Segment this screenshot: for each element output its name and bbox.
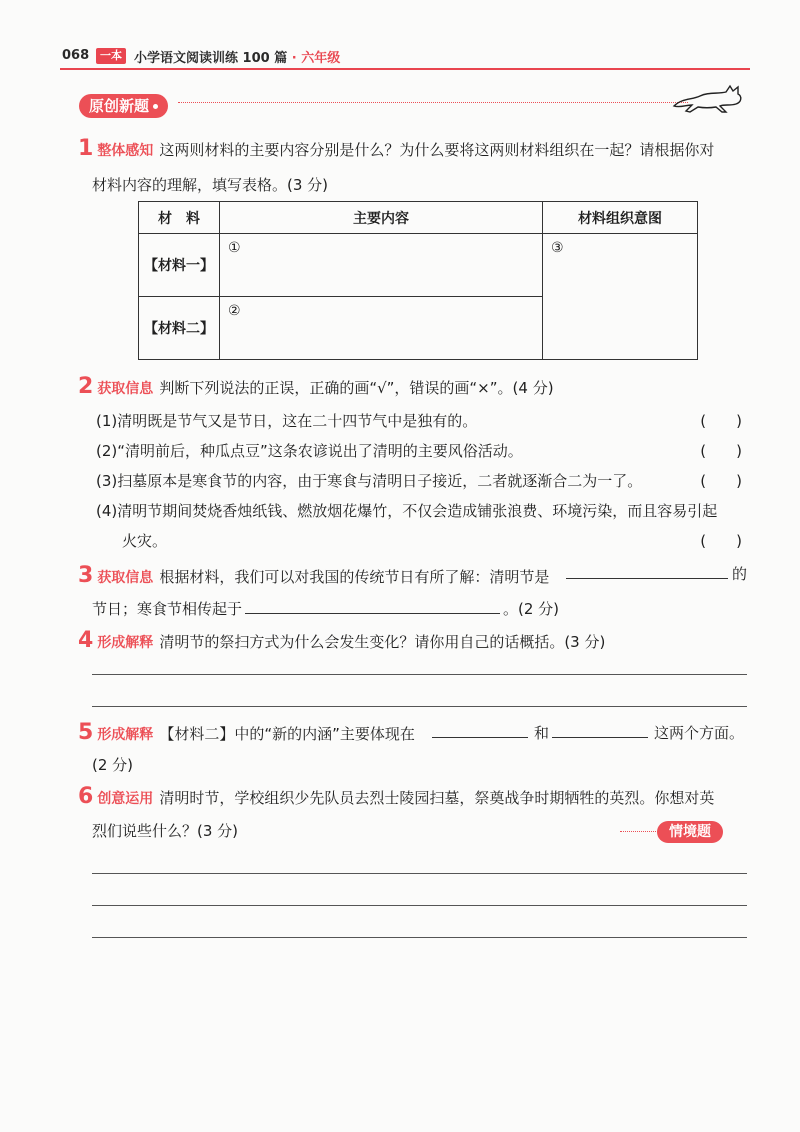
q5-line	[78, 720, 415, 745]
q2-answer4[interactable]: ( )	[700, 532, 742, 550]
q2-answer2[interactable]: ( )	[700, 442, 742, 460]
q3-text-c: 节日；寒食节相传起于	[92, 600, 243, 618]
q6-writing-line3[interactable]	[92, 937, 747, 938]
book-title	[134, 47, 340, 66]
q4-number: 4	[78, 628, 94, 653]
badge-dot	[153, 104, 158, 109]
book-title-text: 小学语文阅读训练 100 篇	[134, 51, 288, 66]
q6-number: 6	[78, 784, 94, 809]
q2-answer1[interactable]: ( )	[700, 412, 742, 430]
q6-writing-line2[interactable]	[92, 905, 747, 906]
q5-text-a: 【材料二】中的“新的内涵”主要体现在	[159, 725, 415, 743]
q2-item4-cont: 火灾。	[122, 532, 168, 550]
q1-number: 1	[78, 136, 94, 161]
circled-one: ①	[228, 240, 241, 256]
header-rule	[60, 68, 750, 70]
q2-tag: 获取信息	[97, 381, 154, 397]
q5-text-c: 这两个方面。	[654, 724, 745, 742]
title-separator: ·	[291, 51, 297, 66]
q2-number: 2	[78, 374, 94, 399]
q3-blank1[interactable]	[566, 562, 728, 579]
q5-score: (2 分)	[92, 756, 134, 774]
q3-blank2[interactable]	[245, 597, 500, 614]
table-header-content: 主要内容	[220, 202, 543, 234]
table-row2-answer[interactable]	[220, 297, 543, 360]
q4-writing-line2[interactable]	[92, 706, 747, 707]
q4-writing-line1[interactable]	[92, 674, 747, 675]
section-badge	[79, 94, 168, 118]
table-row2-label: 【材料二】	[139, 297, 220, 360]
section-badge-label: 原创新题	[89, 97, 150, 115]
q6-line1	[78, 784, 714, 809]
table-row1-label: 【材料一】	[139, 234, 220, 297]
q1-answer-table	[138, 201, 698, 360]
grade-label: 六年级	[301, 51, 341, 66]
scenario-question-pill: 情境题	[657, 821, 723, 843]
q5-blank2[interactable]	[552, 721, 648, 738]
table-intent-answer[interactable]	[543, 234, 698, 360]
brand-logo: 一本	[96, 48, 126, 64]
q5-number: 5	[78, 720, 94, 745]
q3-tag: 获取信息	[97, 570, 154, 586]
q2-answer3[interactable]: ( )	[700, 472, 742, 490]
q2-item4: (4)清明节期间焚烧香烛纸钱、燃放烟花爆竹，不仅会造成铺张浪费、环境污染，而且容易引起	[96, 502, 718, 520]
q1-line1	[78, 136, 714, 161]
q6-tag: 创意运用	[97, 791, 154, 807]
q5-text-b: 和	[534, 724, 550, 742]
page-number: 068	[62, 48, 90, 63]
q6-stem-line2: 烈们说些什么？(3 分)	[92, 822, 239, 840]
q1-stem-line1: 这两则材料的主要内容分别是什么？为什么要将这两则材料组织在一起？请根据你对	[159, 141, 715, 159]
section-dotted-line	[178, 102, 688, 103]
q3-text-a: 根据材料，我们可以对我国的传统节日有所了解：清明节是	[159, 568, 550, 586]
q1-stem-line2: 材料内容的理解，填写表格。(3 分)	[92, 176, 329, 194]
circled-three: ③	[551, 240, 564, 256]
running-cat-icon	[670, 80, 750, 116]
circled-two: ②	[228, 303, 241, 319]
q3-line1	[78, 563, 549, 588]
q2-line	[78, 374, 554, 399]
q2-stem: 判断下列说法的正误，正确的画“√”，错误的画“×”。(4 分)	[159, 379, 554, 397]
q6-writing-line1[interactable]	[92, 873, 747, 874]
q5-blank1[interactable]	[432, 721, 528, 738]
q1-tag: 整体感知	[97, 143, 154, 159]
q2-item1: (1)清明既是节气又是节日，这在二十四节气中是独有的。	[96, 412, 478, 430]
q4-tag: 形成解释	[97, 635, 154, 651]
q5-tag: 形成解释	[97, 727, 154, 743]
pill-dotted-line	[620, 831, 658, 832]
q3-text-b: 的	[732, 565, 748, 583]
table-row1-answer[interactable]	[220, 234, 543, 297]
table-header-material: 材 料	[139, 202, 220, 234]
q3-number: 3	[78, 563, 94, 588]
q4-stem: 清明节的祭扫方式为什么会发生变化？请你用自己的话概括。(3 分)	[159, 633, 606, 651]
q6-stem-line1: 清明时节，学校组织少先队员去烈士陵园扫墓，祭奠战争时期牺牲的英烈。你想对英	[159, 789, 715, 807]
q4-line	[78, 628, 605, 653]
q3-text-d: 。(2 分)	[503, 600, 560, 618]
q2-item3: (3)扫墓原本是寒食节的内容，由于寒食与清明日子接近，二者就逐渐合二为一了。	[96, 472, 643, 490]
q2-item2: (2)“清明前后，种瓜点豆”这条农谚说出了清明的主要风俗活动。	[96, 442, 523, 460]
table-header-intent: 材料组织意图	[543, 202, 698, 234]
